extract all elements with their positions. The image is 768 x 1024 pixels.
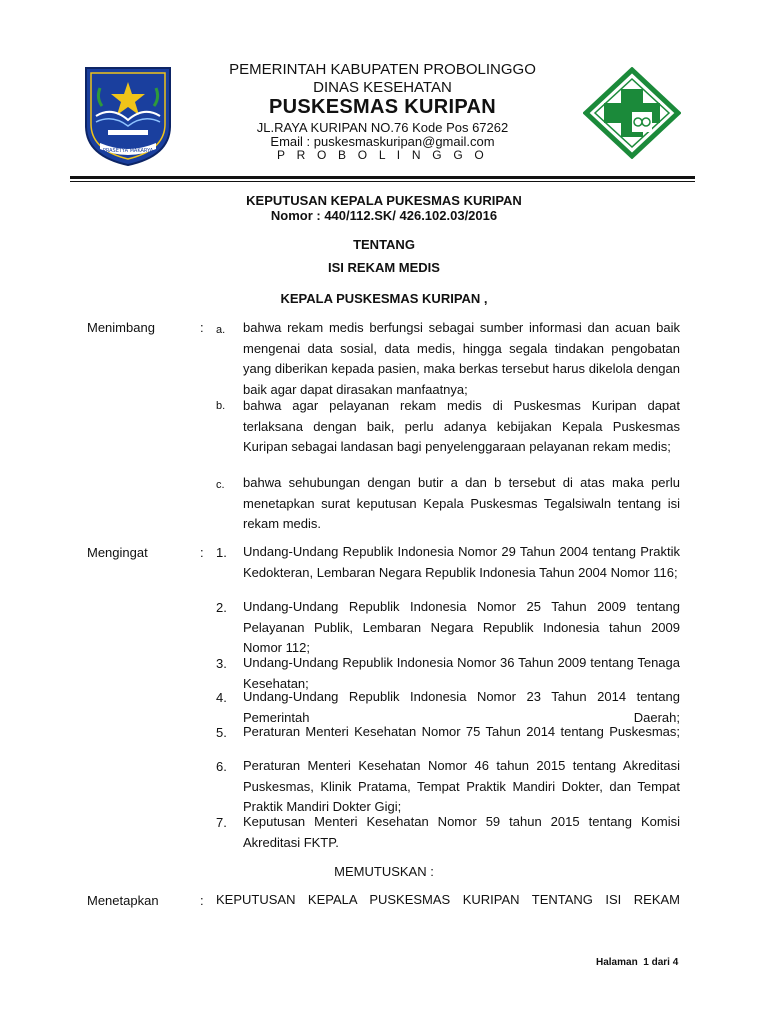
letterhead-institution: PUSKESMAS KURIPAN [269,96,496,118]
page-of: dari [651,957,670,968]
menimbang-item: bahwa rekam medis berfungsi sebagai sumber informasi dan acuan baik mengenai data sosial, data medis, hingga segala tindakan pengobatan yang diberikan kepada pasien, maka berkas tersebut harus dikelola dengan baik agar dapat dirasakan manfaatnya; [243,320,680,398]
menimbang-marker: a. [216,324,226,336]
mengingat-marker: 4. [216,690,227,705]
mengingat-marker: 1. [216,545,227,560]
mengingat-item: Undang-Undang Republik Indonesia Nomor 36 Tahun 2009 tentang Tenaga Kesehatan; [243,655,680,691]
mengingat-item: Undang-Undang Republik Indonesia Nomor 25 Tahun 2009 tentang Pelayanan Publik, Lembaran Negara Republik Indonesia tahun 2009 Nomor 112; [243,599,680,656]
mengingat-marker: 3. [216,656,227,671]
mengingat-item: Undang-Undang Republik Indonesia Nomor 23 Tahun 2014 tentang Pemerintah Daerah; [243,689,680,725]
page-number [596,957,678,968]
decree-issuer: KEPALA PUSKESMAS KURIPAN , [280,291,488,306]
mengingat-item: Keputusan Menteri Kesehatan Nomor 59 tahun 2015 tentang Komisi Akreditasi FKTP. [243,814,680,850]
letterhead-department: DINAS KESEHATAN [313,79,452,96]
menetapkan-label: Menetapkan [87,893,159,908]
page-total: 4 [672,957,679,968]
letterhead-city: P R O B O L I N G G O [277,148,488,162]
mengingat-item: Peraturan Menteri Kesehatan Nomor 46 tahun 2015 tentang Akreditasi Puskesmas, Klinik Pratama, Tempat Praktik Mandiri Dokter, dan Tempat Praktik Mandiri Dokter Gigi; [243,758,680,815]
letterhead-divider-thick [70,176,695,179]
menetapkan-colon: : [200,893,204,908]
regency-seal-icon [82,64,174,168]
mengingat-marker: 5. [216,725,227,740]
menimbang-marker: c. [216,479,225,491]
memutuskan-heading: MEMUTUSKAN : [334,864,434,879]
menimbang-label: Menimbang [87,320,155,335]
mengingat-item: Undang-Undang Republik Indonesia Nomor 29 Tahun 2004 tentang Praktik Kedokteran, Lembaran Negara Republik Indonesia Tahun 2004 Nomor 116; [243,544,680,580]
page-current: 1 [643,957,649,968]
seal-motto: PRASETYA MAKARYA [102,148,154,154]
menimbang-marker: b. [216,400,226,412]
menimbang-colon: : [200,320,204,335]
mengingat-marker: 7. [216,815,227,830]
mengingat-marker: 6. [216,759,227,774]
menetapkan-text: KEPUTUSAN KEPALA PUSKESMAS KURIPAN TENTANG ISI REKAM [216,892,680,907]
decree-subject: ISI REKAM MEDIS [328,260,440,275]
menimbang-item: bahwa sehubungan dengan butir a dan b tersebut di atas maka perlu menetapkan surat keputusan Kepala Puskesmas Tegalsiwaln tentang isi rekam medis. [243,475,680,532]
tentang-heading: TENTANG [353,237,415,252]
mengingat-colon: : [200,545,204,560]
letterhead-divider-thin [70,181,695,182]
menimbang-item: bahwa agar pelayanan rekam medis di Puskesmas Kuripan dapat terlaksana dengan baik, perlu adanya kebijakan Kepala Puskesmas Kuripan sebagai landasan bagi penyelenggaraan pelayanan rekam medis; [243,398,680,455]
letterhead-address: JL.RAYA KURIPAN NO.76 Kode Pos 67262 [256,120,509,135]
mengingat-label: Mengingat [87,545,148,560]
decree-title: KEPUTUSAN KEPALA PUKESMAS KURIPAN [246,193,522,208]
page-word: Halaman [596,957,638,968]
decree-number: Nomor : 440/112.SK/ 426.102.03/2016 [270,208,498,223]
mengingat-marker: 2. [216,600,227,615]
mengingat-item: Peraturan Menteri Kesehatan Nomor 75 Tahun 2014 tentang Puskesmas; [243,724,680,739]
letterhead-email: Email : puskesmaskuripan@gmail.com [270,134,495,149]
letterhead-government: PEMERINTAH KABUPATEN PROBOLINGGO [229,61,536,78]
puskesmas-logo-icon [583,67,681,159]
